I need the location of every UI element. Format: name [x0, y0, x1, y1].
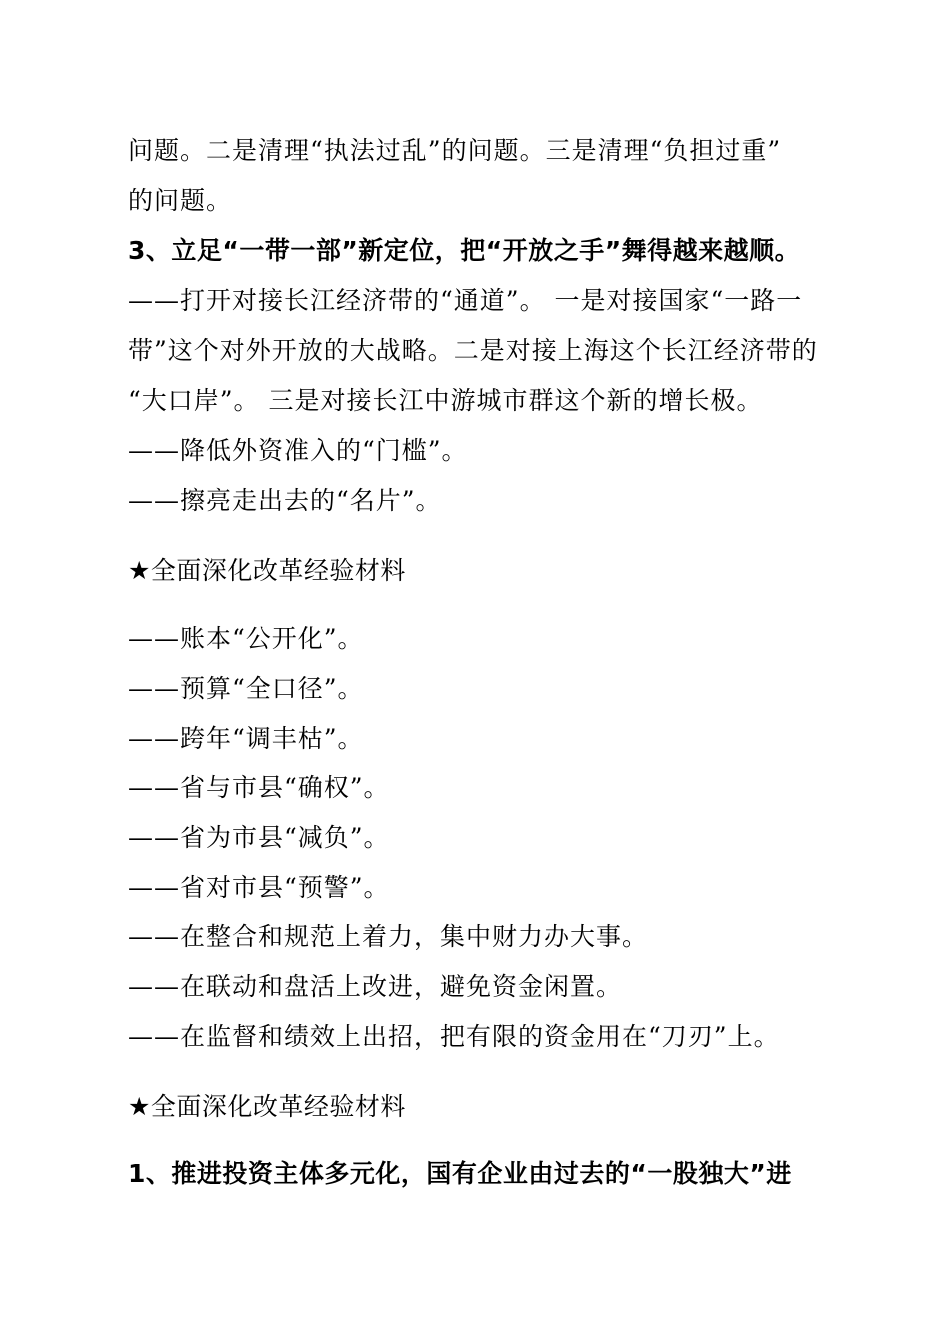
section-heading: ★全面深化改革经验材料: [128, 556, 406, 585]
bullet-item: ——跨年“调丰枯”。: [128, 724, 364, 753]
bullet-item: ——擦亮走出去的“名片”。: [128, 486, 442, 515]
bullet-item: ——省为市县“减负”。: [128, 823, 390, 852]
paragraph-line: 带”这个对外开放的大战略。二是对接上海这个长江经济带的: [128, 336, 818, 365]
section-heading: ★全面深化改革经验材料: [128, 1092, 406, 1121]
section-title: 3、立足“一带一部”新定位，把“开放之手”舞得越来越顺。: [128, 236, 801, 265]
bullet-item: ——账本“公开化”。: [128, 624, 364, 653]
section-title: 1、推进投资主体多元化，国有企业由过去的“一股独大”进: [128, 1159, 792, 1188]
bullet-item: ——打开对接长江经济带的“通道”。 一是对接国家“一路一: [128, 286, 803, 315]
bullet-item: ——预算“全口径”。: [128, 674, 364, 703]
bullet-item: ——在联动和盘活上改进，避免资金闲置。: [128, 972, 623, 1001]
bullet-item: ——降低外资准入的“门槛”。: [128, 436, 468, 465]
paragraph-line: 的问题。: [128, 186, 233, 215]
bullet-item: ——省与市县“确权”。: [128, 773, 390, 802]
bullet-item: ——在整合和规范上着力，集中财力办大事。: [128, 922, 649, 951]
bullet-item: ——省对市县“预警”。: [128, 873, 390, 902]
bullet-item: ——在监督和绩效上出招，把有限的资金用在“刀刃”上。: [128, 1022, 780, 1051]
paragraph-line: 问题。二是清理“执法过乱”的问题。三是清理“负担过重”: [128, 136, 782, 165]
paragraph-line: “大口岸”。 三是对接长江中游城市群这个新的增长极。: [128, 386, 763, 415]
